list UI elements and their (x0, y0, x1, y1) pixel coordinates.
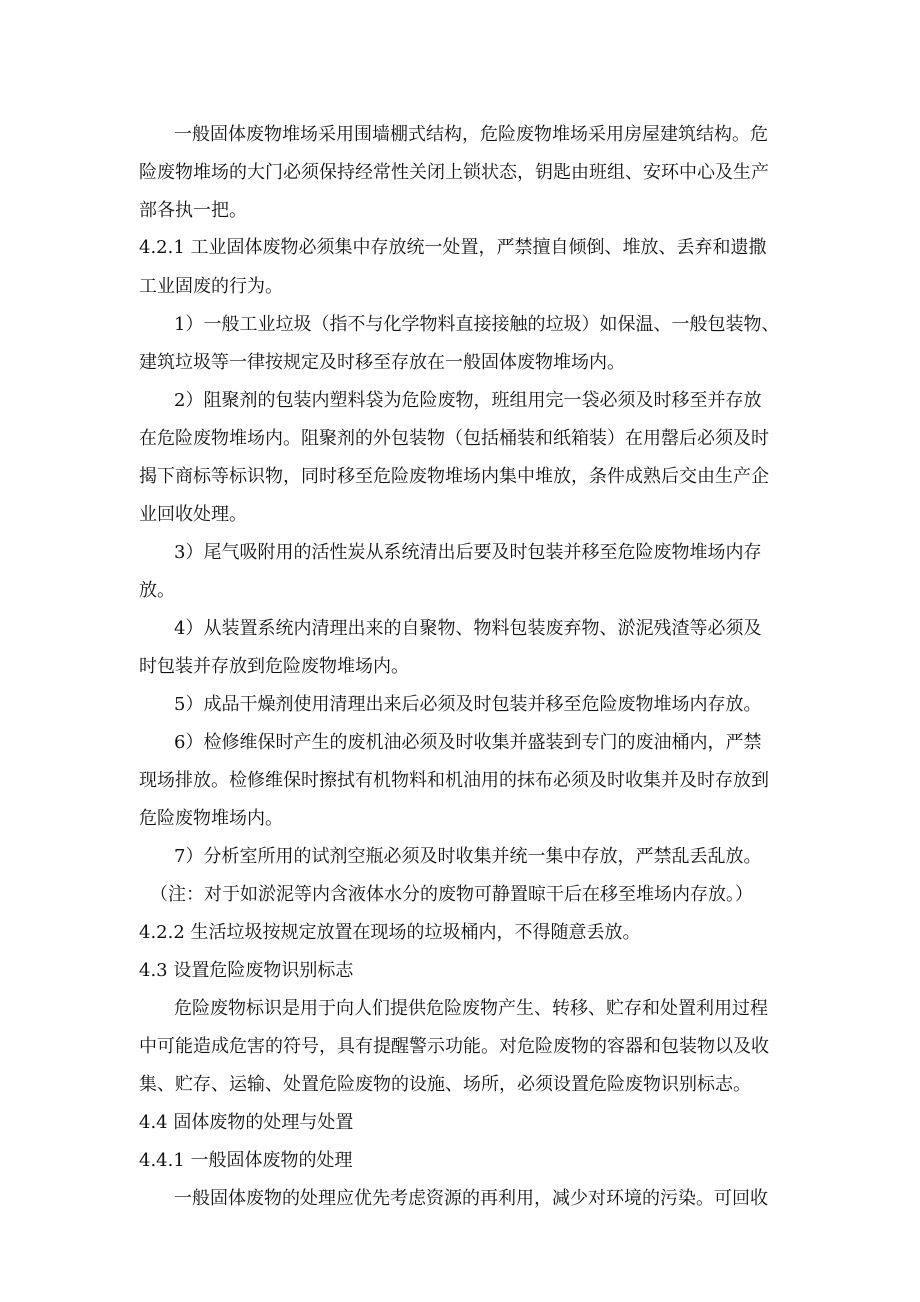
paragraph-line: 危险废物标识是用于向人们提供危险废物产生、转移、贮存和处置利用过程 (174, 998, 768, 1019)
paragraph-line: 现场排放。检修维保时擦拭有机物料和机油用的抹布必须及时收集并及时存放到 (139, 770, 769, 791)
paragraph-line: 建筑垃圾等一律按规定及时移至存放在一般固体废物堆场内。 (139, 352, 625, 373)
section-heading-4-4: 4.4 固体废物的处理与处置 (139, 1112, 354, 1133)
list-item-1: 1）一般工业垃圾（指不与化学物料直接接触的垃圾）如保温、一般包装物、 (174, 314, 780, 335)
paragraph-line: 一般固体废物的处理应优先考虑资源的再利用，减少对环境的污染。可回收 (174, 1188, 768, 1209)
list-item-5: 5）成品干燥剂使用清理出来后必须及时包装并移至危险废物堆场内存放。 (174, 694, 762, 715)
paragraph-line: 中可能造成危害的符号，具有提醒警示功能。对危险废物的容器和包装物以及收 (139, 1036, 769, 1057)
list-item-6: 6）检修维保时产生的废机油必须及时收集并盛装到专门的废油桶内，严禁 (174, 732, 762, 753)
paragraph-line: 一般固体废物堆场采用围墙棚式结构，危险废物堆场采用房屋建筑结构。危 (174, 124, 768, 145)
paragraph-line: 危险废物堆场内。 (139, 808, 283, 829)
list-item-4: 4）从装置系统内清理出来的自聚物、物料包装废弃物、淤泥残渣等必须及 (174, 618, 762, 639)
note-line: （注：对于如淤泥等内含液体水分的废物可静置晾干后在移至堆场内存放。） (150, 884, 753, 905)
paragraph-line: 放。 (139, 580, 175, 601)
section-heading-4-2-1: 4.2.1 工业固体废物必须集中存放统一处置，严禁擅自倾倒、堆放、丢弃和遗撒 (139, 237, 767, 258)
paragraph-line: 集、贮存、运输、处置危险废物的设施、场所，必须设置危险废物识别标志。 (139, 1074, 751, 1095)
list-item-3: 3）尾气吸附用的活性炭从系统清出后要及时包装并移至危险废物堆场内存 (174, 542, 762, 563)
paragraph-line: 揭下商标等标识物，同时移至危险废物堆场内集中堆放，条件成熟后交由生产企 (139, 466, 769, 487)
paragraph-line: 部各执一把。 (139, 200, 247, 221)
list-item-2: 2）阻聚剂的包装内塑料袋为危险废物，班组用完一袋必须及时移至并存放 (174, 390, 762, 411)
section-heading-4-3: 4.3 设置危险废物识别标志 (139, 960, 354, 981)
paragraph-line: 业回收处理。 (139, 504, 247, 525)
section-heading-4-2-2: 4.2.2 生活垃圾按规定放置在现场的垃圾桶内，不得随意丢放。 (139, 922, 641, 943)
paragraph-line: 在危险废物堆场内。阻聚剂的外包装物（包括桶装和纸箱装）在用罄后必须及时 (139, 428, 769, 449)
section-heading-4-4-1: 4.4.1 一般固体废物的处理 (139, 1150, 353, 1171)
list-item-7: 7）分析室所用的试剂空瓶必须及时收集并统一集中存放，严禁乱丢乱放。 (174, 846, 762, 867)
paragraph-line: 时包装并存放到危险废物堆场内。 (139, 656, 409, 677)
paragraph-line: 险废物堆场的大门必须保持经常性关闭上锁状态，钥匙由班组、安环中心及生产 (139, 162, 769, 183)
paragraph-line: 工业固废的行为。 (139, 276, 283, 297)
